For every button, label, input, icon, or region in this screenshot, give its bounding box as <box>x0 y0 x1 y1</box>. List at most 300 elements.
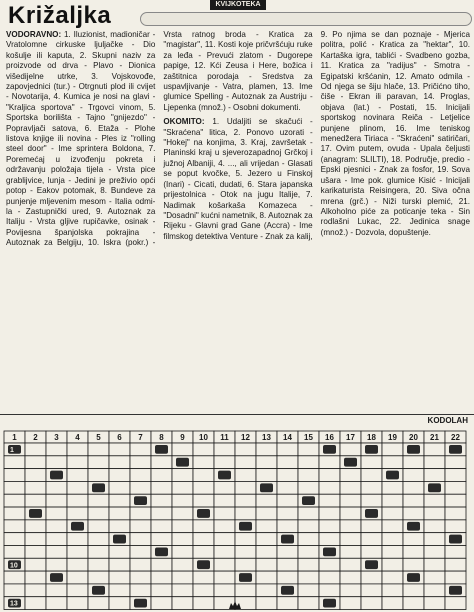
grid-cell[interactable] <box>424 571 445 584</box>
grid-cell[interactable] <box>88 571 109 584</box>
grid-cell[interactable] <box>88 494 109 507</box>
grid-cell[interactable] <box>319 584 340 597</box>
grid-cell-shaded <box>113 535 126 544</box>
grid-column-number: 16 <box>325 433 334 442</box>
grid-cell[interactable] <box>151 533 172 546</box>
grid-column-number: 11 <box>220 433 229 442</box>
grid-cell[interactable] <box>424 545 445 558</box>
grid-cell-shaded <box>302 496 315 505</box>
grid-cell[interactable] <box>403 558 424 571</box>
grid-cell[interactable] <box>214 520 235 533</box>
grid-cell[interactable] <box>403 597 424 610</box>
publisher-logo-icon <box>228 600 242 610</box>
grid-cell[interactable] <box>130 571 151 584</box>
grid-column-number: 21 <box>430 433 439 442</box>
grid-cell-shaded <box>323 445 336 454</box>
grid-cell[interactable] <box>214 494 235 507</box>
grid-cell-shaded <box>281 586 294 595</box>
grid-cell[interactable] <box>277 481 298 494</box>
grid-cell[interactable] <box>193 443 214 456</box>
grid-cell[interactable] <box>109 494 130 507</box>
grid-cell[interactable] <box>319 469 340 482</box>
grid-cell[interactable] <box>235 443 256 456</box>
grid-cell[interactable] <box>424 584 445 597</box>
grid-cell[interactable] <box>235 545 256 558</box>
grid-cell[interactable] <box>277 520 298 533</box>
grid-cell[interactable] <box>340 558 361 571</box>
grid-cell[interactable] <box>277 456 298 469</box>
grid-cell[interactable] <box>298 507 319 520</box>
grid-cell[interactable] <box>67 469 88 482</box>
grid-cell[interactable] <box>25 456 46 469</box>
grid-cell[interactable] <box>193 456 214 469</box>
grid-cell[interactable] <box>130 469 151 482</box>
grid-cell[interactable] <box>214 481 235 494</box>
grid-cell[interactable] <box>235 481 256 494</box>
grid-cell[interactable] <box>67 456 88 469</box>
grid-cell[interactable] <box>235 469 256 482</box>
grid-cell[interactable] <box>193 481 214 494</box>
grid-cell[interactable] <box>214 558 235 571</box>
grid-cell[interactable] <box>256 533 277 546</box>
grid-caption: KODOLAH <box>427 416 468 425</box>
grid-cell-shaded <box>365 560 378 569</box>
grid-cell[interactable] <box>298 520 319 533</box>
grid-cell[interactable] <box>25 545 46 558</box>
grid-cell[interactable] <box>193 545 214 558</box>
grid-cell[interactable] <box>298 533 319 546</box>
grid-cell[interactable] <box>130 456 151 469</box>
grid-cell[interactable] <box>277 571 298 584</box>
grid-cell[interactable] <box>298 597 319 610</box>
grid-cell[interactable] <box>277 507 298 520</box>
grid-cell[interactable] <box>256 507 277 520</box>
grid-cell[interactable] <box>382 494 403 507</box>
grid-cell[interactable] <box>277 494 298 507</box>
grid-cell[interactable] <box>109 481 130 494</box>
grid-cell[interactable] <box>193 597 214 610</box>
grid-cell[interactable] <box>445 481 466 494</box>
grid-cell[interactable] <box>151 597 172 610</box>
grid-cell[interactable] <box>172 533 193 546</box>
grid-cell[interactable] <box>235 558 256 571</box>
grid-cell[interactable] <box>109 545 130 558</box>
clues-down-label: OKOMITO: <box>163 117 205 127</box>
grid-cell[interactable] <box>88 443 109 456</box>
grid-cell[interactable] <box>361 456 382 469</box>
grid-cell[interactable] <box>382 533 403 546</box>
grid-cell-shaded <box>281 535 294 544</box>
grid-cell[interactable] <box>235 494 256 507</box>
grid-cell[interactable] <box>277 558 298 571</box>
grid-cell-shaded <box>92 586 105 595</box>
grid-cell[interactable] <box>172 481 193 494</box>
grid-cell[interactable] <box>403 533 424 546</box>
grid-cell-shaded <box>323 599 336 608</box>
grid-cell[interactable] <box>214 584 235 597</box>
grid-cell[interactable] <box>403 545 424 558</box>
grid-cell[interactable] <box>25 558 46 571</box>
grid-cell[interactable] <box>424 533 445 546</box>
grid-cell[interactable] <box>445 494 466 507</box>
grid-cell[interactable] <box>46 443 67 456</box>
grid-cell[interactable] <box>214 533 235 546</box>
grid-cell[interactable] <box>214 571 235 584</box>
grid-cell[interactable] <box>4 481 25 494</box>
grid-cell[interactable] <box>4 469 25 482</box>
grid-row-number: 6 <box>10 511 14 519</box>
grid-cell[interactable] <box>256 597 277 610</box>
grid-cell[interactable] <box>151 558 172 571</box>
grid-cell[interactable] <box>67 481 88 494</box>
grid-cell[interactable] <box>277 443 298 456</box>
grid-cell-shaded <box>197 560 210 569</box>
grid-cell[interactable] <box>319 494 340 507</box>
grid-cell[interactable] <box>298 481 319 494</box>
grid-cell[interactable] <box>4 533 25 546</box>
grid-cell[interactable] <box>340 584 361 597</box>
grid-cell[interactable] <box>130 507 151 520</box>
grid-cell[interactable] <box>424 558 445 571</box>
grid-cell[interactable] <box>298 456 319 469</box>
crossword-grid-svg[interactable] <box>0 425 474 610</box>
grid-cell[interactable] <box>214 545 235 558</box>
grid-column-number: 10 <box>199 433 208 442</box>
clues-across-label: VODORAVNO: <box>6 30 62 39</box>
grid-cell-shaded <box>29 509 42 518</box>
grid-cell[interactable] <box>25 520 46 533</box>
grid-cell[interactable] <box>256 520 277 533</box>
grid-cell[interactable] <box>319 571 340 584</box>
grid-cell[interactable] <box>130 520 151 533</box>
grid-cell[interactable] <box>88 597 109 610</box>
grid-cell[interactable] <box>67 597 88 610</box>
grid-cell[interactable] <box>4 520 25 533</box>
grid-cell[interactable] <box>256 571 277 584</box>
grid-cell[interactable] <box>88 533 109 546</box>
grid-row-number: 3 <box>10 472 14 480</box>
grid-cell[interactable] <box>67 443 88 456</box>
grid-cell[interactable] <box>67 584 88 597</box>
grid-cell[interactable] <box>382 481 403 494</box>
grid-column-number: 18 <box>367 433 376 442</box>
grid-column-number: 7 <box>138 433 143 442</box>
grid-cell[interactable] <box>298 443 319 456</box>
grid-cell[interactable] <box>151 584 172 597</box>
grid-cell[interactable] <box>109 443 130 456</box>
grid-cell[interactable] <box>172 584 193 597</box>
grid-row-number: 11 <box>10 575 18 583</box>
grid-cell[interactable] <box>424 469 445 482</box>
grid-cell[interactable] <box>25 481 46 494</box>
grid-cell[interactable] <box>382 584 403 597</box>
grid-cell-shaded <box>407 445 420 454</box>
grid-cell[interactable] <box>445 469 466 482</box>
grid-cell[interactable] <box>109 597 130 610</box>
grid-cell[interactable] <box>340 597 361 610</box>
grid-row-number: 12 <box>10 587 18 595</box>
grid-cell[interactable] <box>340 481 361 494</box>
grid-cell[interactable] <box>382 558 403 571</box>
grid-cell[interactable] <box>445 456 466 469</box>
grid-cell[interactable] <box>235 507 256 520</box>
grid-column-number: 8 <box>159 433 164 442</box>
grid-cell-shaded <box>155 445 168 454</box>
grid-cell[interactable] <box>319 533 340 546</box>
grid-cell[interactable] <box>172 558 193 571</box>
grid-cell[interactable] <box>214 507 235 520</box>
grid-cell[interactable] <box>193 533 214 546</box>
grid-cell[interactable] <box>109 520 130 533</box>
grid-cell[interactable] <box>46 584 67 597</box>
grid-cell[interactable] <box>88 456 109 469</box>
grid-cell[interactable] <box>4 507 25 520</box>
grid-cell[interactable] <box>25 571 46 584</box>
grid-cell[interactable] <box>340 545 361 558</box>
grid-column-number: 5 <box>96 433 101 442</box>
grid-cell-shaded <box>239 573 252 582</box>
grid-cell[interactable] <box>361 469 382 482</box>
grid-cell[interactable] <box>88 507 109 520</box>
grid-cell[interactable] <box>4 545 25 558</box>
grid-cell[interactable] <box>256 469 277 482</box>
grid-cell-shaded <box>134 496 147 505</box>
grid-cell[interactable] <box>445 545 466 558</box>
grid-cell[interactable] <box>382 520 403 533</box>
grid-cell[interactable] <box>109 507 130 520</box>
grid-cell[interactable] <box>319 520 340 533</box>
grid-cell[interactable] <box>151 481 172 494</box>
grid-column-number: 1 <box>12 433 17 442</box>
grid-cell[interactable] <box>340 494 361 507</box>
grid-cell[interactable] <box>256 558 277 571</box>
section-tag: KVIJKOTEKA <box>210 0 266 10</box>
grid-column-number: 15 <box>304 433 313 442</box>
grid-row-number: 5 <box>10 498 14 506</box>
grid-cell[interactable] <box>361 545 382 558</box>
grid-cell[interactable] <box>172 571 193 584</box>
grid-cell[interactable] <box>256 443 277 456</box>
grid-cell[interactable] <box>151 520 172 533</box>
grid-cell[interactable] <box>382 597 403 610</box>
grid-cell[interactable] <box>88 545 109 558</box>
grid-cell[interactable] <box>25 584 46 597</box>
grid-cell[interactable] <box>151 469 172 482</box>
grid-cell[interactable] <box>403 469 424 482</box>
grid-cell[interactable] <box>361 597 382 610</box>
grid-cell[interactable] <box>88 558 109 571</box>
grid-cell[interactable] <box>193 584 214 597</box>
grid-row-number: 13 <box>10 600 18 608</box>
grid-cell[interactable] <box>214 456 235 469</box>
grid-cell[interactable] <box>361 481 382 494</box>
grid-cell[interactable] <box>235 533 256 546</box>
grid-cell[interactable] <box>424 456 445 469</box>
grid-cell-shaded <box>449 445 462 454</box>
grid-cell[interactable] <box>445 520 466 533</box>
grid-cell[interactable] <box>256 456 277 469</box>
grid-cell[interactable] <box>424 507 445 520</box>
grid-cell[interactable] <box>172 494 193 507</box>
clues-down-text: 1. Udaljiti se skačući - "Skraćena" litica, 2. Ponovo uzorati - "Hokej" na konjima, 3. Kraj, završetak - Planinski kraj u sjeverozapadnoj Grčkoj i južnoj Albaniji, 4. ..., ali vrijedan - Glasati se poput kvočke, 5. Jezero u Finskoj (Inari) - Cicati, dudati, 6. Stara japanska prijestolnica - Otok na jugu Italije, 7. Nadimak košarkaša Komazeca - "Dosadni" kućni nametnik, 8. Autoznak za Rijeku - Glavni grad Gane (Accra) - Ime filmskog detektiva Venture - Znak za kalij, 9. Po njima se dan poznaje - Mjerica politra, polić - Kratica za "hektar", 10. Kartaška igra, tablići - Svadbeno gozba, 11. Kratica za "radijus" - Smotra - Egipatski kršćanin, 12. Amato odmila - Od njega se šiju hlače, 13. Pričićno tiho, čiše - Ekran ili paravan, 14. Proglas, objava (lat.) - Postati, 15. Inicijali sportskog novinara Reiča - Letjelice punjene plinom, 16. Ime teniskog menedžera Tiriaca - "Skraćeni" satiričari, 17. Ovim putem, ovuda - Upala čeljusti (anagram: SLILTI), 18. Područje, predio - Epski pjesnici - Znak za fosfor, 19. Sova ušara - Ime pok. glumice Kisić - Inicijali karikaturista Reisingera, 20. Siva očna mrena (grč.) - Niži turski plemić, 21. Alkoholno piće za poticanje teka - Sin rodlašni Lukac, 22. Jedinica snage (množ.) - Dozvola, dopuštenje. <box>163 30 470 241</box>
grid-cell[interactable] <box>172 545 193 558</box>
grid-cell[interactable] <box>109 558 130 571</box>
grid-cell[interactable] <box>151 507 172 520</box>
grid-cell[interactable] <box>235 456 256 469</box>
grid-cell[interactable] <box>67 494 88 507</box>
grid-cell[interactable] <box>277 597 298 610</box>
grid-cell[interactable] <box>424 520 445 533</box>
grid-cell[interactable] <box>256 494 277 507</box>
grid-cell[interactable] <box>130 443 151 456</box>
grid-cell[interactable] <box>319 507 340 520</box>
grid-cell[interactable] <box>298 558 319 571</box>
grid-cell[interactable] <box>256 584 277 597</box>
grid-cell[interactable] <box>130 584 151 597</box>
grid-cell[interactable] <box>193 494 214 507</box>
grid-cell[interactable] <box>130 533 151 546</box>
grid-cell[interactable] <box>340 571 361 584</box>
grid-cell[interactable] <box>403 481 424 494</box>
grid-cell[interactable] <box>340 533 361 546</box>
grid-cell[interactable] <box>109 571 130 584</box>
grid-cell[interactable] <box>109 584 130 597</box>
grid-cell[interactable] <box>151 571 172 584</box>
grid-cell[interactable] <box>109 469 130 482</box>
grid-cell[interactable] <box>445 507 466 520</box>
grid-cell[interactable] <box>403 507 424 520</box>
grid-cell-shaded <box>449 535 462 544</box>
grid-cell[interactable] <box>151 494 172 507</box>
grid-cell[interactable] <box>361 520 382 533</box>
grid-cell[interactable] <box>361 533 382 546</box>
grid-cell[interactable] <box>151 456 172 469</box>
grid-cell[interactable] <box>424 494 445 507</box>
grid-cell[interactable] <box>277 545 298 558</box>
grid-cell[interactable] <box>382 456 403 469</box>
grid-cell[interactable] <box>46 481 67 494</box>
grid-column-number: 17 <box>346 433 355 442</box>
grid-cell[interactable] <box>130 558 151 571</box>
grid-cell[interactable] <box>403 494 424 507</box>
grid-cell[interactable] <box>445 558 466 571</box>
grid-cell[interactable] <box>382 571 403 584</box>
grid-cell[interactable] <box>277 469 298 482</box>
grid-column-number: 6 <box>117 433 122 442</box>
grid-cell[interactable] <box>361 494 382 507</box>
grid-cell[interactable] <box>298 545 319 558</box>
grid-cell[interactable] <box>340 507 361 520</box>
grid-cell[interactable] <box>298 469 319 482</box>
grid-cell[interactable] <box>46 597 67 610</box>
grid-cell-shaded <box>92 483 105 492</box>
grid-cell-shaded <box>71 522 84 531</box>
grid-cell[interactable] <box>256 545 277 558</box>
grid-cell[interactable] <box>130 481 151 494</box>
grid-cell[interactable] <box>193 520 214 533</box>
grid-cell[interactable] <box>67 533 88 546</box>
header-rule <box>140 12 472 26</box>
clues-block <box>6 30 470 412</box>
grid-cell[interactable] <box>361 584 382 597</box>
grid-cell[interactable] <box>172 507 193 520</box>
grid-cell[interactable] <box>403 584 424 597</box>
grid-cell[interactable] <box>46 545 67 558</box>
grid-cell[interactable] <box>46 558 67 571</box>
grid-cell-shaded <box>386 471 399 480</box>
crossword-grid[interactable] <box>0 425 474 610</box>
grid-cell[interactable] <box>193 469 214 482</box>
grid-cell[interactable] <box>424 443 445 456</box>
grid-cell[interactable] <box>172 469 193 482</box>
grid-cell[interactable] <box>25 533 46 546</box>
grid-cell[interactable] <box>4 456 25 469</box>
grid-cell[interactable] <box>88 520 109 533</box>
grid-cell[interactable] <box>403 456 424 469</box>
grid-cell[interactable] <box>235 584 256 597</box>
grid-cell[interactable] <box>298 571 319 584</box>
grid-column-number: 19 <box>388 433 397 442</box>
grid-column-number: 2 <box>33 433 38 442</box>
grid-cell[interactable] <box>319 456 340 469</box>
grid-cell[interactable] <box>172 597 193 610</box>
grid-cell[interactable] <box>382 545 403 558</box>
grid-column-number: 9 <box>180 433 185 442</box>
grid-cell[interactable] <box>193 571 214 584</box>
grid-cell[interactable] <box>67 545 88 558</box>
grid-cell[interactable] <box>382 443 403 456</box>
grid-cell[interactable] <box>361 571 382 584</box>
grid-cell[interactable] <box>109 456 130 469</box>
grid-cell[interactable] <box>88 469 109 482</box>
grid-cell-shaded <box>344 458 357 467</box>
grid-cell[interactable] <box>46 533 67 546</box>
grid-cell[interactable] <box>172 443 193 456</box>
grid-cell[interactable] <box>382 507 403 520</box>
grid-cell[interactable] <box>67 558 88 571</box>
grid-cell[interactable] <box>67 571 88 584</box>
grid-cell[interactable] <box>445 597 466 610</box>
grid-cell[interactable] <box>424 597 445 610</box>
grid-cell[interactable] <box>67 507 88 520</box>
grid-cell[interactable] <box>46 494 67 507</box>
grid-cell[interactable] <box>340 520 361 533</box>
grid-cell-shaded <box>218 471 231 480</box>
grid-cell[interactable] <box>130 545 151 558</box>
grid-cell[interactable] <box>298 584 319 597</box>
clues-across-text: 1. Iluzionist, madioničar - Vratolomne cirkuske ljuljačke - Dio košulje ili kaputa, 2. Skupni naziv za proizvode od drva - Plavo - Dionica višedijelne utrke, 3. Vojskovođe, zapovjednici (tur.) - Otrgnuti plod ili cvijet - Novotarija, 4. Kumica je nosi na glavi - "Kraljica sportova" - Trgovci vinom, 5. Sportska borilišta - Tajno "gnijezdo" - Popravljači satova, 6. Etaža - Plohe listova knjige ili novina - Ples iz "rolling steel door" - Ime sprintera Boldona, 7. Poremećaj u izvođenju pokreta i održavanju položaja tijela - Vrsta pice grablijvice, lunja - Jedini je preživio opći potop - Eakov potomak, 8. Bundeve za punjenje mljevenim mesom - Italia odmi-la - Zastupnički ured, 9. Autoznak za Italiju - Vrsta gljive rupičavke, osinak - Povijesna španjolska pokrajina - Autoznak za Belgiju, 10. Iskra (pokr.) - Vrsta ratnog broda - Kratica za "magistar", 11. Kosti koje pričvršćuju ruke za leđa - Prevući zlatom - Dugorepe papige, 12. Kći Zeusa i Here, božica i zaštitnica porodaja - Sredstva za uspavljivanje - Vatra, plamen, 13. Ime glumice Spelling - Autoznak za Austriju - Ljepenka (množ.) - Osobni dokumenti. <box>6 30 313 248</box>
grid-cell[interactable] <box>46 456 67 469</box>
grid-cell[interactable] <box>25 469 46 482</box>
grid-column-number: 20 <box>409 433 418 442</box>
grid-cell[interactable] <box>4 494 25 507</box>
grid-cell[interactable] <box>25 494 46 507</box>
grid-cell[interactable] <box>340 469 361 482</box>
grid-cell[interactable] <box>319 481 340 494</box>
grid-cell[interactable] <box>25 597 46 610</box>
grid-column-number: 13 <box>262 433 271 442</box>
grid-column-number: 4 <box>75 433 80 442</box>
grid-cell[interactable] <box>340 443 361 456</box>
grid-cell[interactable] <box>25 443 46 456</box>
grid-cell[interactable] <box>46 507 67 520</box>
grid-cell[interactable] <box>214 443 235 456</box>
grid-cell[interactable] <box>445 571 466 584</box>
grid-cell[interactable] <box>319 558 340 571</box>
grid-cell-shaded <box>260 483 273 492</box>
grid-cell[interactable] <box>172 520 193 533</box>
grid-cell[interactable] <box>46 520 67 533</box>
